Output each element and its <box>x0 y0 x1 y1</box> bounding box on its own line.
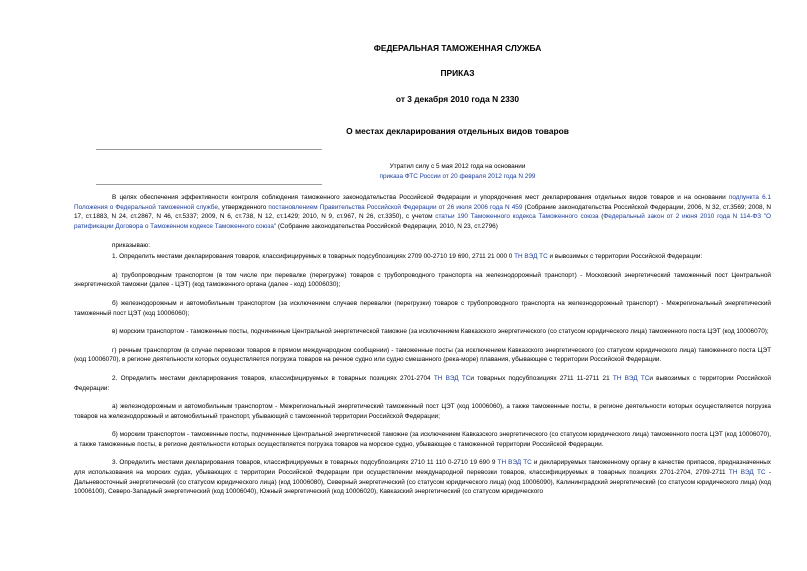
item-2-text-1: 2. Определить местами декларирования товаров, классифицируемых в товарных позициях 2701-2704 <box>112 374 434 382</box>
government-decree-link[interactable]: постановлением Правительства Российской Федерации от 26 июля 2006 года N 459 <box>268 203 523 211</box>
item-2-b: б) морским транспортом - таможенные посты, подчиненные Центральной энергетической таможне (за исключением Кавказского энергетического (со статусом юридического лица) таможенного поста ЦЭТ (код 10006070), а также таможенные посты, в регионе деятельности которых осуществляется погрузка товаров на морское судно, убывающее с таможенной территории Российской Федерации. <box>74 431 771 448</box>
item-1-a: а) трубопроводным транспортом (в том числе при перевалке (перегрузке) товаров с трубопроводного транспорта на железнодорожный транспорт) - Московский энергетический таможенный пост Центральной энергетической таможни (далее - ЦЭТ) (код таможенного органа (далее - код) 10006030); <box>74 271 771 289</box>
item-1-v: в) морским транспортом - таможенные посты, подчиненные Центральной энергетической таможне (за исключением Кавказского энергетического (со статусом юридического лица) таможенного поста ЦЭТ (код 10006070); <box>112 328 769 336</box>
item-3-text-3: - Дальневосточный энергетический (со статусом юридического лица) (код 10006080), Северный энергетический (со статусом юридического лица) (код 10006090), Калининградский энергетический (со статусом юридического лица) (код 10006100), Северо-Западный энергетический (код 10006040), Южный энергетический (код 10006020), Кавказский энергетический (со статусом юридического <box>74 469 772 496</box>
agency-name: ФЕДЕРАЛЬНАЯ ТАМОЖЕННАЯ СЛУЖБА <box>373 43 542 53</box>
preamble-text-5: (Собрание законодательства Российской Федерации, 2010, N 23, ст.2796) <box>276 222 498 230</box>
document-type: ПРИКАЗ <box>440 68 475 78</box>
status-text: Утратил силу с 5 мая 2012 года на основании <box>389 163 526 170</box>
item-1-text-1: 1. Определить местами декларирования товаров, классифицируемых в товарных подсубпозициях 2709 00-2710 19 690, 2711 21 000 0 <box>112 253 515 261</box>
item-2-text-2: и товарных подсубпозициях 2711 11-2711 21 <box>470 374 613 382</box>
tn-ved-link[interactable]: ТН ВЭД ТС <box>514 253 548 261</box>
preamble-text-2: , утвержденного <box>217 203 269 211</box>
order-word: приказываю: <box>112 241 150 249</box>
repeal-order-link[interactable]: приказа ФТС России от 20 февраля 2012 года N 299 <box>379 172 536 180</box>
item-2-text-3: и вывозимых с территории Российской Федерации: <box>74 374 771 392</box>
regulation-link[interactable]: подпункта 6.1 Положения о Федеральной таможенной службе <box>74 194 772 211</box>
document-body <box>74 193 771 497</box>
federal-law-link[interactable]: Федеральный закон от 2 июня 2010 года N 114-ФЗ "О ратификации Договора о Таможенном кодексе Таможенного союза" <box>74 213 772 230</box>
tn-ved-link[interactable]: ТН ВЭД ТС <box>497 459 532 467</box>
preamble-text-3: (Собрание законодательства Российской Федерации, 2006, N 32, ст.3569; 2008, N 17, ст.1883, N 24, ст.2867, N 46, ст.5337; 2009, N 6, ст.738, N 12, ст.1429; 2010, N 9, ст.967, N 26, ст.3350), с учетом <box>74 203 771 221</box>
tn-ved-link[interactable]: ТН ВЭД ТС <box>433 374 471 382</box>
item-3-text-1: 3. Определить местами декларирования товаров, классифицируемых в товарных подсубпозициях 2710 11 110 0-2710 19 690 9 <box>112 459 498 467</box>
document-date-number: от 3 декабря 2010 года N 2330 <box>395 94 520 104</box>
item-1-g: г) речным транспортом (в случае перевозки товаров в прямом международном сообщении) - таможенные посты (за исключением Кавказского энергетического (со статусом юридического лица) таможенного поста ЦЭТ (код 10006070), в регионе деятельности которых осуществляется погрузка товаров на речное судно или судно смешанного (река-море) плавания, убывающее с территории Российской Федерации. <box>74 346 771 364</box>
preamble-text-1: В целях обеспечения эффективности контроля соблюдения таможенного законодательства Российской Федерации и упорядочения мест декларирования отдельных видов товаров и на основании <box>112 194 729 202</box>
tn-ved-link[interactable]: ТН ВЭД ТС <box>612 374 650 382</box>
item-2-a: а) железнодорожным и автомобильным транспортом - Межрегиональный энергетический таможенный пост ЦЭТ (код 10006060), а также таможенные посты, в регионе деятельности которых осуществляется погрузка товаров на железнодорожный и автомобильный транспорт, убывающий с таможенной территории Российской Федерации; <box>74 403 771 420</box>
item-1 <box>74 252 771 262</box>
item-2 <box>74 374 771 393</box>
status-note <box>294 150 621 181</box>
item-1-text-2: и вывозимых с территории Российской Федерации: <box>547 253 703 261</box>
item-3-text-2: и декларируемых таможенному органу в качестве припасов, предназначенных для использования на морских судах, убывающих с территории Российской Федерации при осуществлении международной перевозки товаров, классифицируемых в товарных позициях 2701-2704, 2709-2711 <box>74 459 772 477</box>
document-header <box>294 0 621 136</box>
customs-code-article-link[interactable]: статьи 190 Таможенного кодекса Таможенного союза <box>435 213 599 221</box>
divider-top <box>96 149 322 150</box>
tn-ved-link[interactable]: ТН ВЭД ТС <box>728 469 766 477</box>
document-title: О местах декларирования отдельных видов товаров <box>346 126 569 136</box>
item-1-b: б) железнодорожным и автомобильным транспортом (за исключением случаев перевалки (перегрузки) товаров с трубопроводного транспорта на железнодорожный транспорт) - Межрегиональный энергетический таможенный пост ЦЭТ (код 10006060); <box>74 299 771 317</box>
divider-bottom <box>96 184 322 185</box>
preamble-text-4: ( <box>598 213 604 221</box>
preamble-paragraph <box>74 193 771 231</box>
item-3 <box>74 458 771 496</box>
